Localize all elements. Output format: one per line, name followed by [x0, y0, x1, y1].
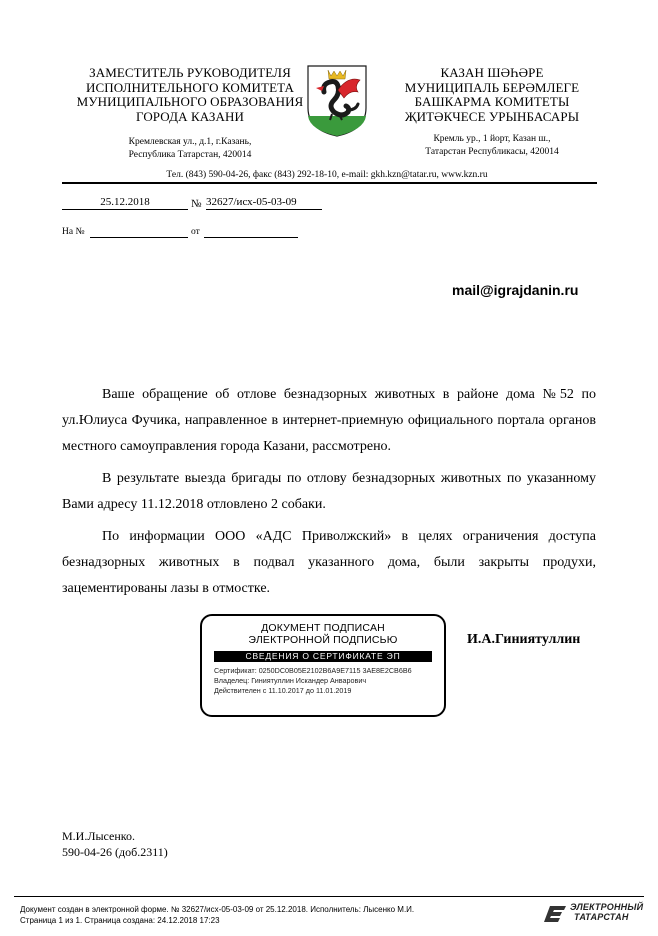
- outgoing-number-label: №: [191, 198, 202, 210]
- recipient-email: mail@igrajdanin.ru: [452, 282, 579, 298]
- header-right-title: [372, 66, 612, 124]
- executor-block: [62, 828, 168, 860]
- stamp-certificate-validity: Действителен с 11.10.2017 до 11.01.2019: [214, 686, 352, 695]
- header-right-address: [372, 133, 612, 158]
- executor-name: М.И.Лысенко.: [62, 829, 135, 843]
- body-paragraph: В результате выезда бригады по отлову безнадзорных животных по указанному Вами адресу 11.12.2018 отловлено 2 собаки.: [62, 471, 596, 512]
- header-right-block: [372, 66, 612, 158]
- header-right-title-line: БАШКАРМА КОМИТЕТЫ: [414, 94, 570, 109]
- logo-text-line: ЭЛЕКТРОННЫЙ: [570, 902, 644, 912]
- electronic-tatarstan-logo-icon: [544, 904, 568, 924]
- reply-from-label: от: [191, 227, 200, 237]
- outgoing-number: 32627/исх-05-03-09: [206, 196, 297, 208]
- stamp-certificate-number: Сертификат: 0250DC0B05E2102B6A9E7115 3AE8E2CB6B6: [214, 666, 412, 675]
- outgoing-date: 25.12.2018: [100, 196, 150, 208]
- stamp-certificate-header: СВЕДЕНИЯ О СЕРТИФИКАТЕ ЭП: [214, 651, 432, 662]
- footer-info: [20, 904, 414, 926]
- header-left-address: [70, 136, 310, 161]
- reply-number-field: [90, 225, 188, 238]
- header-right-address-line: Татарстан Республикасы, 420014: [425, 146, 559, 157]
- outgoing-number-field: [206, 196, 322, 210]
- body-paragraph: Ваше обращение об отлове безнадзорных животных в районе дома №52 по ул.Юлиуса Фучика, направленное в интернет-приемную официального портала органов местного самоуправления города Казани, рассмотрено.: [62, 387, 596, 454]
- footer-info-line: Документ создан в электронной форме. № 32627/исх-05-03-09 от 25.12.2018. Исполнитель: Лысенко М.И.: [20, 905, 415, 914]
- header-left-block: [70, 66, 310, 161]
- header-left-title-line: ГОРОДА КАЗАНИ: [136, 108, 244, 124]
- footer-divider: [14, 896, 644, 897]
- header-left-address-line: Кремлевская ул., д.1, г.Казань,: [128, 137, 252, 147]
- stamp-title: [214, 622, 432, 646]
- logo-text-line: ТАТАРСТАН: [574, 912, 629, 922]
- electronic-tatarstan-logo: [544, 902, 644, 926]
- header-right-title-line: ҖИТӘКЧЕСЕ УРЫНБАСАРЫ: [404, 108, 580, 124]
- header-contacts: Тел. (843) 590-04-26, факс (843) 292-18-10, e-mail: gkh.kzn@tatar.ru, www.kzn.ru: [166, 170, 488, 180]
- stamp-title-line: ДОКУМЕНТ ПОДПИСАН: [261, 622, 385, 634]
- header-right-address-line: Кремль ур., 1 йорт, Казан ш.,: [433, 134, 551, 144]
- stamp-certificate-owner: Владелец: Гиниятуллин Искандер Анварович: [214, 676, 367, 685]
- header-left-title-line: ИСПОЛНИТЕЛЬНОГО КОМИТЕТА: [85, 79, 295, 95]
- electronic-signature-stamp: [200, 614, 446, 717]
- header-left-title: [70, 66, 310, 124]
- reply-number-label: На №: [62, 227, 85, 237]
- header-left-title-line: ЗАМЕСТИТЕЛЬ РУКОВОДИТЕЛЯ: [89, 65, 291, 80]
- kazan-coat-of-arms-logo: [304, 64, 370, 138]
- outgoing-date-field: [62, 196, 188, 210]
- header-left-title-line: МУНИЦИПАЛЬНОГО ОБРАЗОВАНИЯ: [76, 94, 304, 109]
- signer-name: И.А.Гиниятуллин: [467, 632, 581, 647]
- header-divider: [62, 182, 597, 184]
- executor-phone: 590-04-26 (доб.2311): [62, 845, 168, 859]
- header-left-address-line: Республика Татарстан, 420014: [128, 149, 252, 160]
- header-right-title-line: МУНИЦИПАЛЬ БЕРӘМЛЕГЕ: [404, 79, 580, 95]
- footer-info-line: Страница 1 из 1. Страница создана: 24.12.2018 17:23: [20, 916, 220, 925]
- header-right-title-line: КАЗАН ШӘҺӘРЕ: [440, 65, 544, 80]
- reply-date-field: [204, 225, 298, 238]
- letter-body: [62, 382, 596, 608]
- stamp-title-line: ЭЛЕКТРОННОЙ ПОДПИСЬЮ: [248, 634, 398, 646]
- body-paragraph: По информации ООО «АДС Приволжский» в целях ограничения доступа безнадзорных животных в подвал указанного дома, были закрыты продухи, зацементированы лазы в отмостке.: [62, 529, 596, 596]
